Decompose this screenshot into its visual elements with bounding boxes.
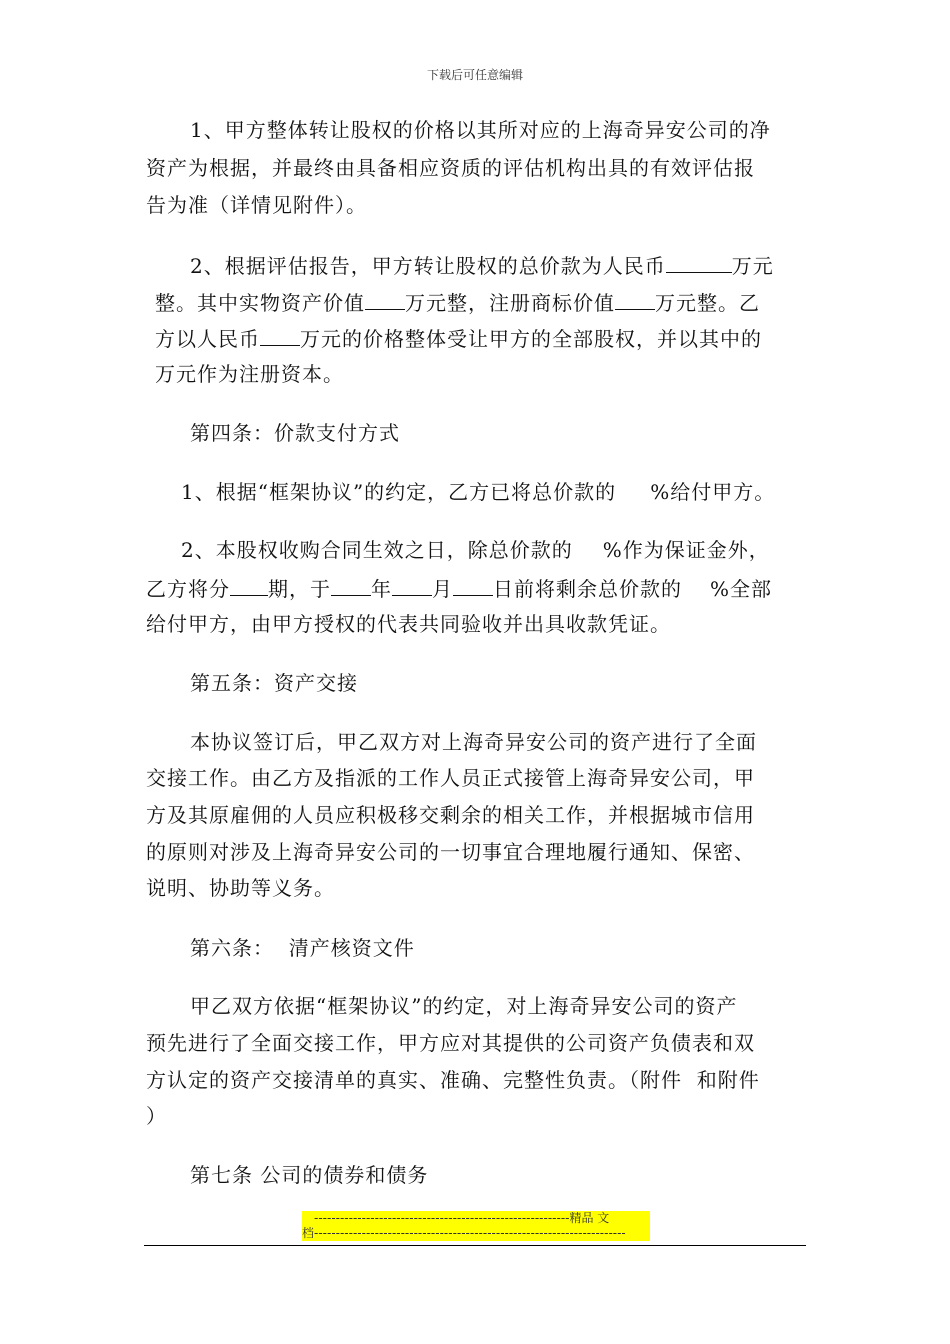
p2-line-4: 万元作为注册资本。 <box>155 362 344 386</box>
footer-watermark <box>302 1211 650 1241</box>
header-note: 下载后可任意编辑 <box>426 68 523 82</box>
p5-line-1: 本协议签订后，甲乙双方对上海奇异安公司的资产进行了全面 <box>190 730 757 754</box>
p2-text-f: 方以人民币 <box>155 327 260 351</box>
footer-line-2: 档------------------------------------------------------------------------ <box>302 1226 650 1241</box>
article-6-title: 第六条： 清产核资文件 <box>190 936 415 960</box>
blank-trademark-value <box>615 289 655 310</box>
p4-2-text-e: 年 <box>371 577 392 601</box>
p2-text-g: 万元的价格整体受让甲方的全部股权，并以其中的 <box>300 327 762 351</box>
p4-2-text-g: 日前将剩余总价款的 <box>493 577 682 601</box>
p1-line-2: 资产为根据，并最终由具备相应资质的评估机构出具的有效评估报 <box>146 156 755 180</box>
p1-line-1: 1、甲方整体转让股权的价格以其所对应的上海奇异安公司的净 <box>190 118 771 142</box>
blank-day <box>453 575 493 596</box>
p5-line-4: 的原则对涉及上海奇异安公司的一切事宜合理地履行通知、保密、 <box>146 840 755 864</box>
p4-2-text-h: %全部 <box>710 577 773 601</box>
p2-text-b: 万元 <box>731 254 774 278</box>
blank-total-price <box>666 252 732 273</box>
article-5-title: 第五条：资产交接 <box>190 671 358 695</box>
blank-rmb-amount <box>260 325 300 346</box>
p5-line-3: 方及其原雇佣的人员应积极移交剩余的相关工作，并根据城市信用 <box>146 803 755 827</box>
p4-2-text-a: 2、本股权收购合同生效之日，除总价款的 <box>181 538 573 562</box>
p2-line-3 <box>155 325 762 351</box>
blank-year <box>331 575 371 596</box>
p2-line-1 <box>190 252 774 278</box>
p4-2-text-c: 乙方将分 <box>146 577 230 601</box>
p2-line-2 <box>155 289 760 315</box>
p2-text-d: 万元整，注册商标价值 <box>405 291 615 315</box>
article-7-title: 第七条 公司的债券和债务 <box>190 1163 429 1187</box>
p6-line-1: 甲乙双方依据“框架协议”的约定，对上海奇异安公司的资产 <box>190 994 738 1018</box>
footer-rule <box>144 1245 806 1246</box>
blank-installments <box>230 575 268 596</box>
p4-2-line-1 <box>181 538 770 562</box>
p4-2-text-f: 月 <box>432 577 453 601</box>
article-4-title: 第四条：价款支付方式 <box>190 421 400 445</box>
p4-1-line <box>181 480 775 504</box>
p2-text-a: 2、根据评估报告，甲方转让股权的总价款为人民币 <box>190 254 666 278</box>
p4-2-text-d: 期，于 <box>268 577 331 601</box>
p6-line-4: ） <box>146 1104 167 1128</box>
blank-physical-assets <box>365 289 405 310</box>
p5-line-5: 说明、协助等义务。 <box>146 876 335 900</box>
p1-line-3: 告为准（详情见附件）。 <box>146 193 367 217</box>
p2-text-c: 整。其中实物资产价值 <box>155 291 365 315</box>
p6-line-3: 方认定的资产交接清单的真实、准确、完整性负责。（附件 和附件 <box>146 1068 760 1092</box>
p2-text-e: 万元整。乙 <box>655 291 760 315</box>
p4-1-text-b: %给付甲方。 <box>650 480 776 504</box>
p4-2-text-b: %作为保证金外， <box>602 538 770 562</box>
blank-month <box>392 575 432 596</box>
p4-2-line-2 <box>146 575 772 601</box>
p4-2-line-3: 给付甲方，由甲方授权的代表共同验收并出具收款凭证。 <box>146 612 671 636</box>
footer-line-1: -----------------------------------------------------------精品 文 <box>302 1211 650 1226</box>
p4-1-text-a: 1、根据“框架协议”的约定，乙方已将总价款的 <box>181 480 617 504</box>
p5-line-2: 交接工作。由乙方及指派的工作人员正式接管上海奇异安公司，甲 <box>146 766 755 790</box>
p6-line-2: 预先进行了全面交接工作，甲方应对其提供的公司资产负债表和双 <box>146 1031 755 1055</box>
